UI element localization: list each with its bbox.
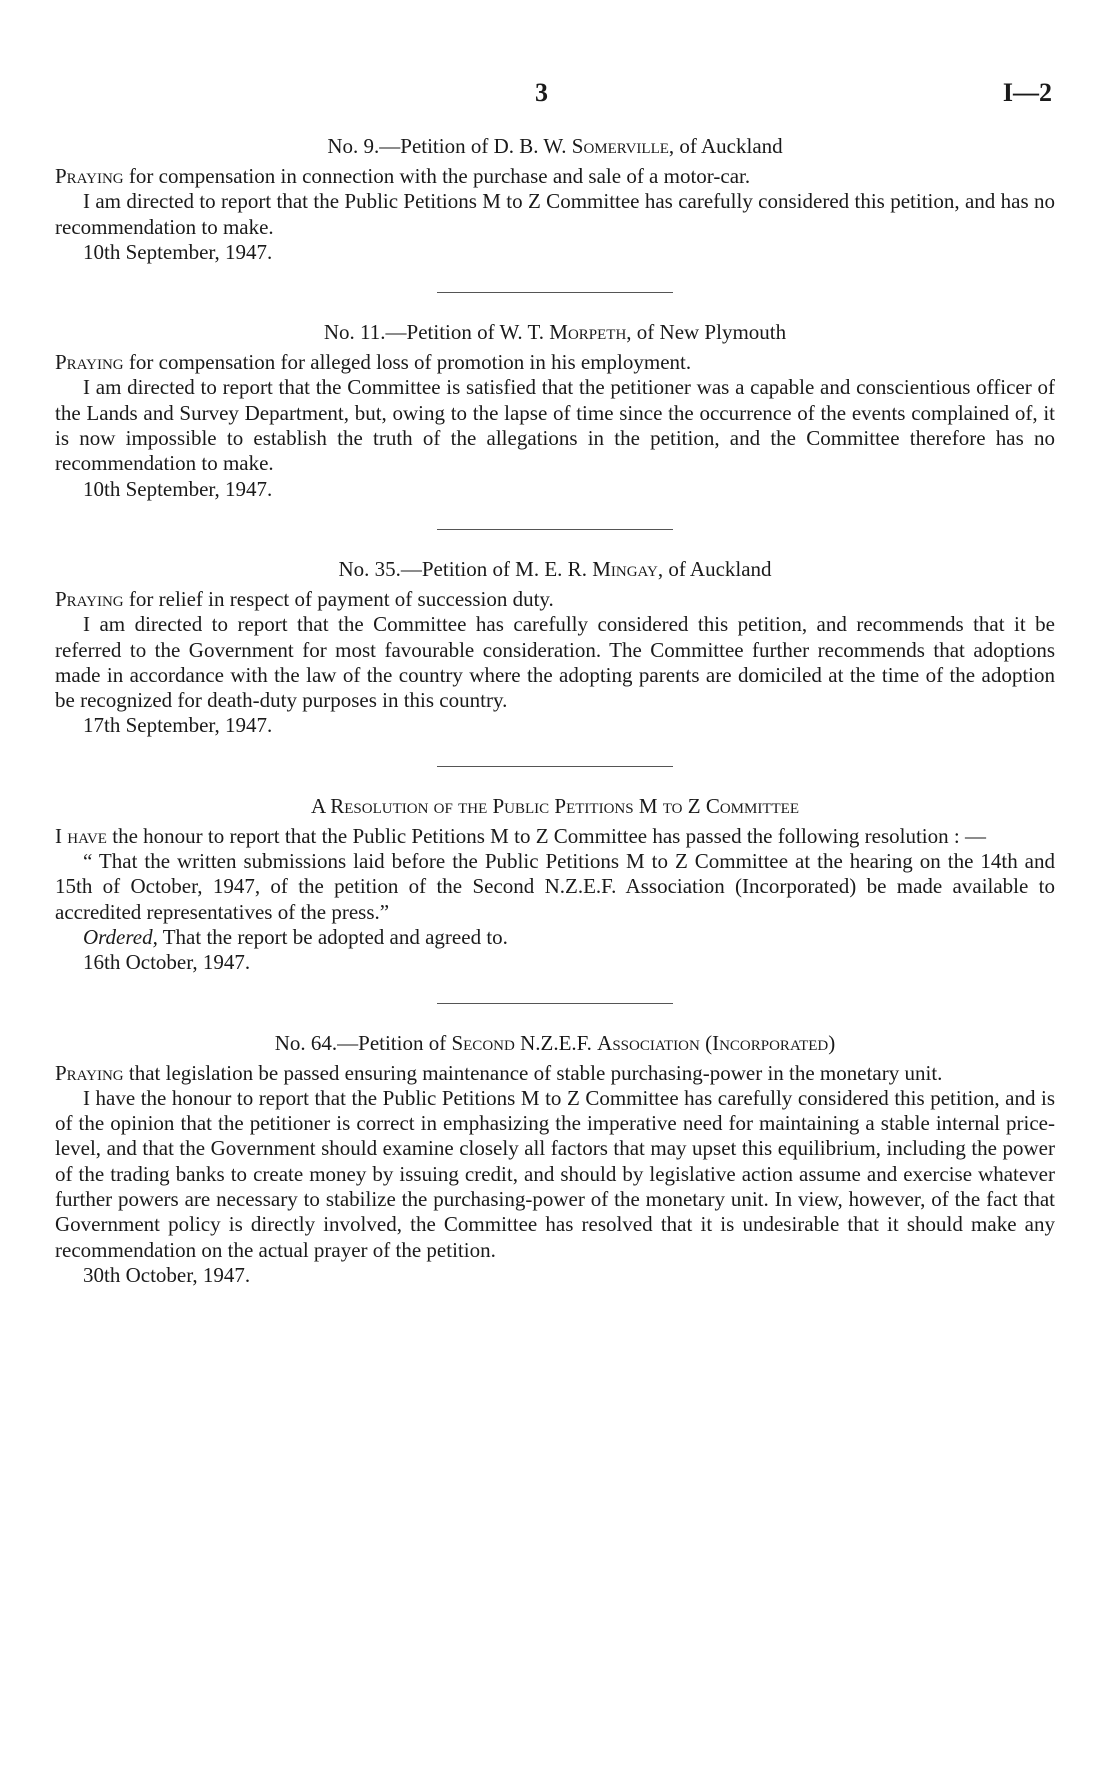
intro-word: I have (55, 823, 107, 848)
praying-paragraph (55, 1061, 1055, 1086)
report-paragraph: I am directed to report that the Committee is satisfied that the petitioner was a capable and conscientious officer of the Lands and Survey Department, but, owing to the lapse of time since the occurrence of the events complained of, it is now impossible to establish the truth of the allegations in the petition, and the Committee therefore has no recommendation to make. (55, 375, 1055, 476)
heading-text: ( (699, 1030, 713, 1055)
heading-text: M (633, 793, 663, 818)
petition-section-35 (55, 556, 1055, 739)
ordered-text: That the report be adopted and agreed to. (157, 924, 508, 949)
report-date: 30th October, 1947. (83, 1262, 251, 1287)
petitioner-name: Somerville (571, 134, 669, 158)
praying-word: Praying (55, 586, 124, 611)
ordered-paragraph (55, 925, 1055, 950)
heading-text: N.Z.E.F. (514, 1030, 598, 1055)
section-divider (437, 292, 673, 293)
praying-word: Praying (55, 1060, 124, 1085)
petitioner-name: Association (597, 1030, 700, 1055)
report-paragraph: I am directed to report that the Public Petitions M to Z Committee has carefully considered this petition, and has no recommendation to make. (55, 189, 1055, 239)
report-date: 17th September, 1947. (83, 713, 273, 738)
section-divider (437, 529, 673, 530)
document-body (55, 133, 1055, 1288)
resolution-section (55, 793, 1055, 976)
heading-location: , of Auckland (668, 134, 783, 158)
praying-text: that legislation be passed ensuring maintenance of stable purchasing-power in the monetary unit. (123, 1060, 943, 1085)
praying-text: for relief in respect of payment of succession duty. (123, 586, 554, 611)
heading-text: Committee (705, 793, 800, 818)
petition-heading (55, 1030, 1055, 1057)
petitioner-name: Incorporated (712, 1030, 829, 1055)
heading-location: , of Auckland (657, 556, 772, 581)
resolution-heading (55, 793, 1055, 820)
praying-paragraph (55, 164, 1055, 189)
section-divider (437, 766, 673, 767)
resolution-quote: “ That the written submissions laid before the Public Petitions M to Z Committee at the hearing on the 14th and 15th of October, 1947, of the petition of the Second N.Z.E.F. Association (Incorporated) be made available to accredited representatives of the press.” (55, 849, 1055, 924)
intro-text: the honour to report that the Public Petitions M to Z Committee has passed the following resolution : — (106, 823, 986, 848)
heading-text: No. 9.—Petition of D. B. W. (327, 134, 572, 158)
report-paragraph: I have the honour to report that the Public Petitions M to Z Committee has carefully considered this petition, and is of the opinion that the petitioner is correct in emphasizing the imperative need for maintaining a stable internal price-level, and that the Government should examine closely all factors that may upset this equilibrium, including the power of the trading banks to create money by issuing credit, and should by legislative action assume and exercise whatever further powers are necessary to stabilize the purchasing-power of the monetary unit. In view, however, of the fact that Government policy is directly involved, the Committee has resolved that it is undesirable that it should make any recommendation on the actual prayer of the petition. (55, 1085, 1055, 1262)
petition-section-9 (55, 133, 1055, 265)
petition-section-11 (55, 319, 1055, 502)
petition-heading (55, 319, 1055, 346)
heading-text: ) (828, 1030, 836, 1055)
section-divider (437, 1003, 673, 1004)
report-date: 16th October, 1947. (83, 950, 251, 975)
report-date: 10th September, 1947. (83, 239, 273, 264)
praying-word: Praying (55, 164, 124, 188)
heading-text: to (662, 793, 683, 818)
report-date: 10th September, 1947. (83, 476, 273, 501)
heading-text: A (310, 793, 331, 818)
praying-text: for compensation for alleged loss of promotion in his employment. (123, 350, 692, 375)
heading-text: No. 11.—Petition of W. T. (323, 320, 550, 345)
petition-heading (55, 556, 1055, 583)
report-paragraph: I am directed to report that the Committee has carefully considered this petition, and recommends that it be referred to the Government for most favourable consideration. The Committee further recommends that adoptions made in accordance with the law of the country where the adopting parents are domiciled at the time of the adoption be recognized for death-duty purposes in this country. (55, 612, 1055, 713)
petition-heading (55, 133, 1055, 160)
heading-text: No. 35.—Petition of M. E. R. (338, 556, 593, 581)
heading-text: No. 64.—Petition of (274, 1030, 452, 1055)
praying-paragraph (55, 350, 1055, 375)
ordered-word: Ordered, (83, 924, 158, 949)
heading-text: Resolution of the Public Petitions (330, 793, 634, 818)
petitioner-name: Second (451, 1030, 515, 1055)
heading-text: Z (682, 793, 706, 818)
resolution-intro (55, 824, 1055, 849)
page-header (0, 78, 1114, 112)
page-number: 3 (535, 78, 548, 107)
petitioner-name: Mingay (592, 556, 658, 581)
praying-paragraph (55, 587, 1055, 612)
petition-section-64 (55, 1030, 1055, 1289)
heading-location: , of New Plymouth (626, 320, 787, 345)
praying-word: Praying (55, 350, 124, 375)
petitioner-name: Morpeth (549, 320, 627, 345)
document-reference: I—2 (1002, 78, 1052, 107)
praying-text: for compensation in connection with the purchase and sale of a motor-car. (123, 164, 751, 188)
